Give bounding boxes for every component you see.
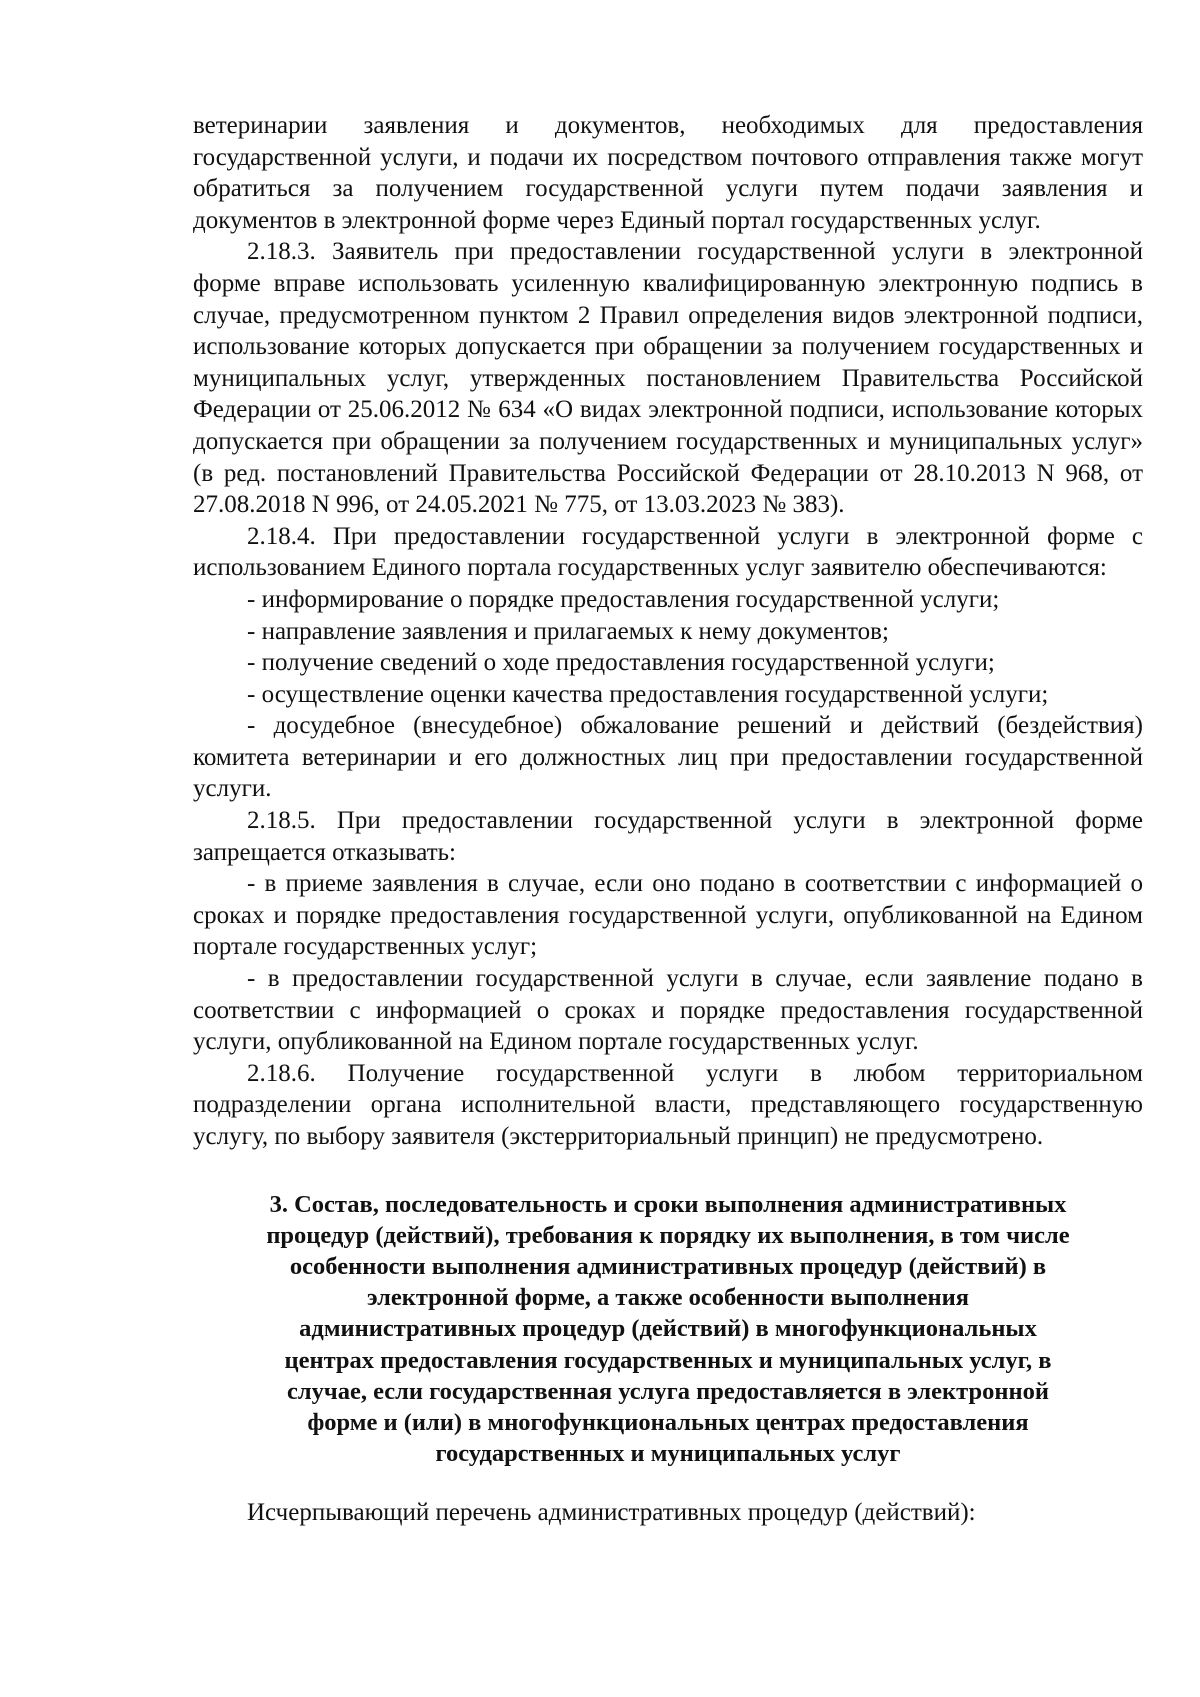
list-item-informing: - информирование о порядке предоставления государственной услуги; [247, 585, 1000, 613]
paragraph-2-18-3: 2.18.3. Заявитель при предоставлении государственной услуги в электронной форме вправе использовать усиленную квалифицированную электронную подпись в случае, предусмотренном пунктом 2 Правил определения видов электронной подписи, использование которых допускается при обращении за получением государственных и муниципальных услуг, утвержденных постановлением Правительства Российской Федерации от 25.06.2012 № 634 «О видах электронной подписи, использование которых допускается при обращении за получением государственных и муниципальных услуг» (в ред. постановлений Правительства Российской Федерации от 28.10.2013 N 968, от 27.08.2018 N 996, от 24.05.2021 № 775, от 13.03.2023 № 383). [193, 238, 1143, 519]
document-page [193, 110, 1143, 1529]
section-heading: 3. Состав, последовательность и сроки выполнения административных процедур (действий), требования к порядку их выполнения, в том числе особенности выполнения административных процедур (действий) в электронной форме, а также особенности выполнения административных процедур (действий) в многофункциональных центрах предоставления государственных и муниципальных услуг, в случае, если государственная услуга предоставляется в электронной форме и (или) в многофункциональных центрах предоставления государственных и муниципальных услуг [266, 1190, 1070, 1468]
paragraph-2-18-5: 2.18.5. При предоставлении государственной услуги в электронной форме запрещается отказывать: [193, 807, 1143, 866]
list-item-quality-assessment: - осуществление оценки качества предоставления государственной услуги; [247, 680, 1049, 708]
list-item-status: - получение сведений о ходе предоставления государственной услуги; [247, 649, 995, 677]
paragraph-intro: ветеринарии заявления и документов, необходимых для предоставления государственной услуги, и подачи их посредством почтового отправления также могут обратиться за получением государственной услуги путем подачи заявления и документов в электронной форме через Единый портал государственных услуг. [193, 112, 1143, 234]
list-item-refusal-reception: - в приеме заявления в случае, если оно подано в соответствии с информацией о сроках и порядке предоставления государственной услуги, опубликованной на Едином портале государственных услуг; [193, 870, 1143, 961]
paragraph-2-18-6: 2.18.6. Получение государственной услуги в любом территориальном подразделении органа исполнительной власти, представляющего государственную услугу, по выбору заявителя (экстерриториальный принцип) не предусмотрено. [193, 1059, 1143, 1150]
closing-line: Исчерпывающий перечень административных процедур (действий): [247, 1499, 976, 1527]
paragraph-2-18-4: 2.18.4. При предоставлении государственной услуги в электронной форме с использованием Единого портала государственных услуг заявителю обеспечиваются: [193, 522, 1143, 582]
list-item-appeal: - досудебное (внесудебное) обжалование решений и действий (бездействия) комитета ветеринарии и его должностных лиц при предоставлении государственной услуги. [193, 712, 1143, 803]
list-item-refusal-provision: - в предоставлении государственной услуги в случае, если заявление подано в соответствии с информацией о сроках и порядке предоставления государственной услуги, опубликованной на Едином портале государственных услуг. [193, 965, 1143, 1056]
list-item-submission: - направление заявления и прилагаемых к нему документов; [247, 617, 889, 645]
